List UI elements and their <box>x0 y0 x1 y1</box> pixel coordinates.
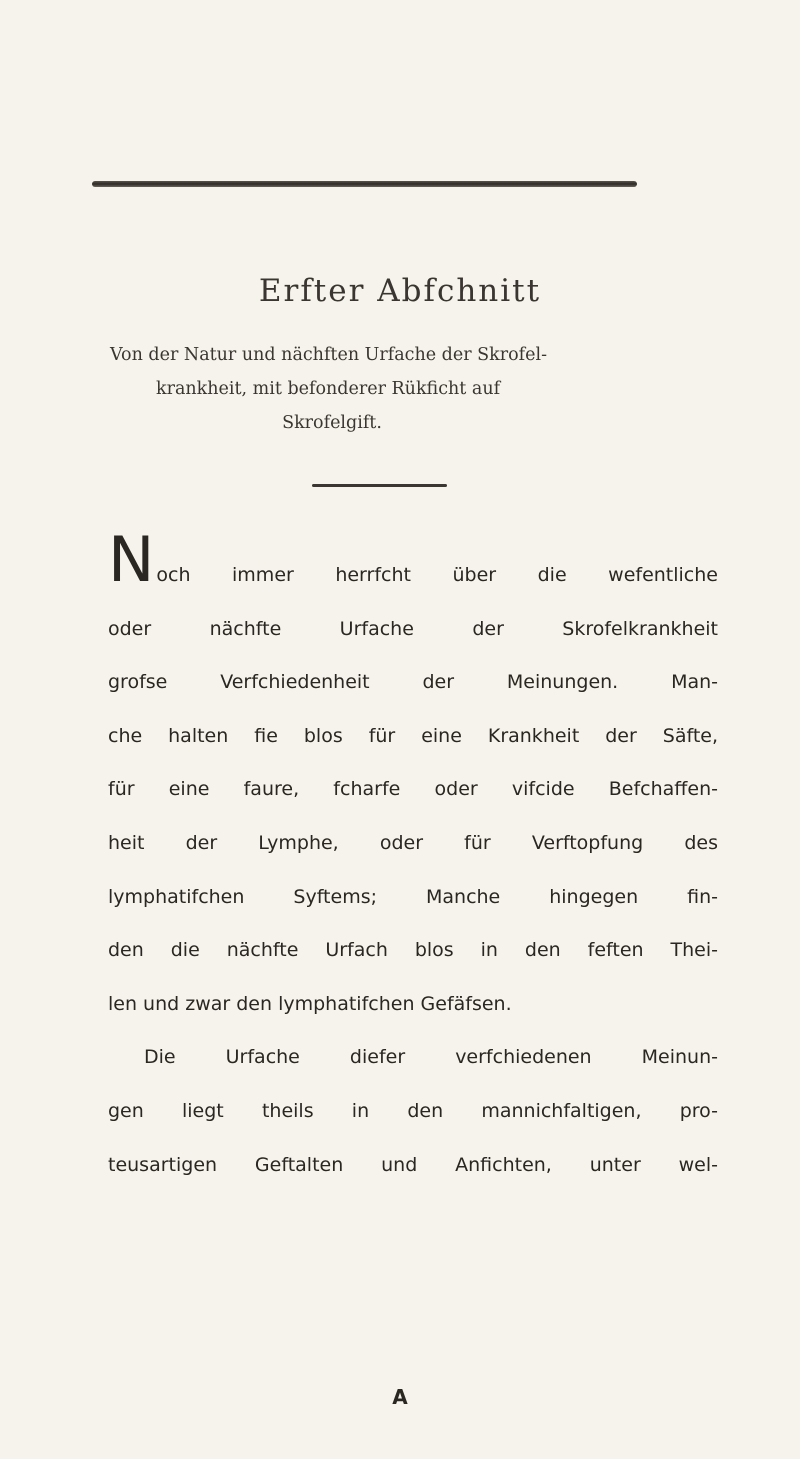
subtitle-line: Von der Natur und nächften Urfache der Skrofel- <box>110 345 547 365</box>
body-paragraph <box>108 523 718 1192</box>
text-line: lymphatifchen Syftems; Manche hingegen fin- <box>108 885 718 908</box>
text-line: teusartigen Geftalten und Anfichten, unter wel- <box>108 1153 718 1176</box>
top-rule-divider <box>92 181 637 187</box>
section-heading: Erfter Abfchnitt <box>258 273 542 309</box>
section-subtitle <box>110 338 710 440</box>
text-line: für eine faure, fcharfe oder vifcide Befchaffen- <box>108 778 718 801</box>
short-rule-divider <box>312 484 447 487</box>
text-line: den die nächfte Urfach blos in den feften Thei- <box>108 939 718 962</box>
text-line: Die Urfache diefer verfchiedenen Meinun- <box>144 1046 718 1069</box>
text-line <box>108 523 718 603</box>
text-line: che halten fie blos für eine Krankheit der Säfte, <box>108 724 718 747</box>
text-line: grofse Verfchiedenheit der Meinungen. Man- <box>108 671 718 694</box>
text-line: len und zwar den lymphatifchen Gefäfsen. <box>108 992 512 1015</box>
text-line: oder nächfte Urfache der Skrofelkrankheit <box>108 617 718 640</box>
text-line-rest: och immer herrfcht über die wefentliche <box>156 564 718 586</box>
text-line: gen liegt theils in den mannichfaltigen, pro- <box>108 1099 718 1122</box>
subtitle-line: Skrofelgift. <box>282 413 382 433</box>
text-line: heit der Lymphe, oder für Verftopfung des <box>108 831 718 854</box>
signature-mark: A <box>392 1385 408 1409</box>
subtitle-line: krankheit, mit befonderer Rükficht auf <box>156 379 501 399</box>
drop-cap: N <box>108 523 155 596</box>
